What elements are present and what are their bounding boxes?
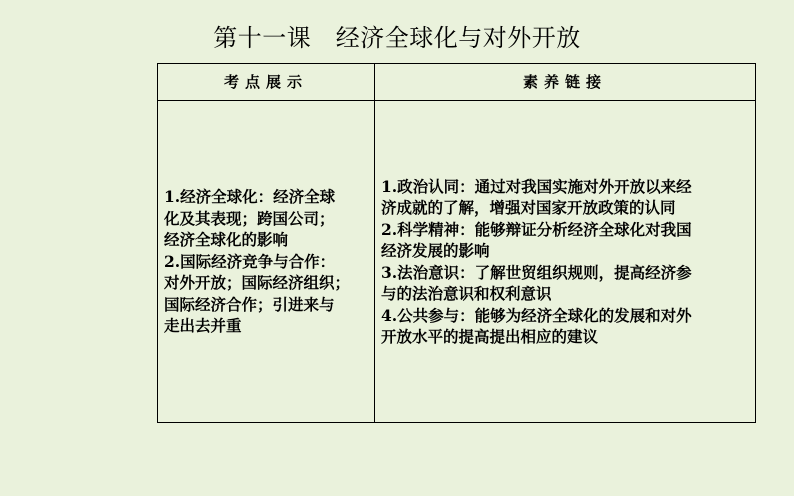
exam-points-line: 2.国际经济竞争与合作： <box>164 251 336 271</box>
exam-points-line: 对外开放；国际经济组织； <box>164 273 351 293</box>
exam-points-cell <box>158 101 374 422</box>
exam-points-text <box>164 186 371 337</box>
exam-points-line: 1.经济全球化：经济全球 <box>164 187 336 207</box>
literacy-links-line: 济成就的了解，增强对国家开放政策的认同 <box>381 198 676 217</box>
literacy-links-line: 3.法治意识：了解世贸组织规则，提高经济参 <box>381 262 692 282</box>
exam-points-line: 国际经济合作；引进来与 <box>164 294 335 314</box>
literacy-links-line: 经济发展的影响 <box>381 241 490 260</box>
exam-points-line: 经济全球化的影响 <box>164 230 289 250</box>
literacy-links-cell <box>375 101 755 422</box>
header-exam-points: 考点展示 <box>223 73 308 91</box>
literacy-links-line: 1.政治认同：通过对我国实施对外开放以来经 <box>381 176 692 196</box>
exam-points-line: 走出去并重 <box>164 316 242 336</box>
content-table <box>157 63 756 423</box>
literacy-links-line: 开放水平的提高提出相应的建议 <box>381 327 599 346</box>
page-title: 第十一课 经济全球化与对外开放 <box>213 24 581 52</box>
literacy-links-line: 4.公共参与：能够为经济全球化的发展和对外 <box>381 305 692 325</box>
literacy-links-line: 与的法治意识和权利意识 <box>381 284 552 303</box>
literacy-links-text <box>381 176 749 348</box>
header-literacy-links: 素养链接 <box>522 73 607 91</box>
exam-points-line: 化及其表现；跨国公司； <box>164 208 335 228</box>
literacy-links-line: 2.科学精神：能够辩证分析经济全球化对我国 <box>381 219 692 239</box>
